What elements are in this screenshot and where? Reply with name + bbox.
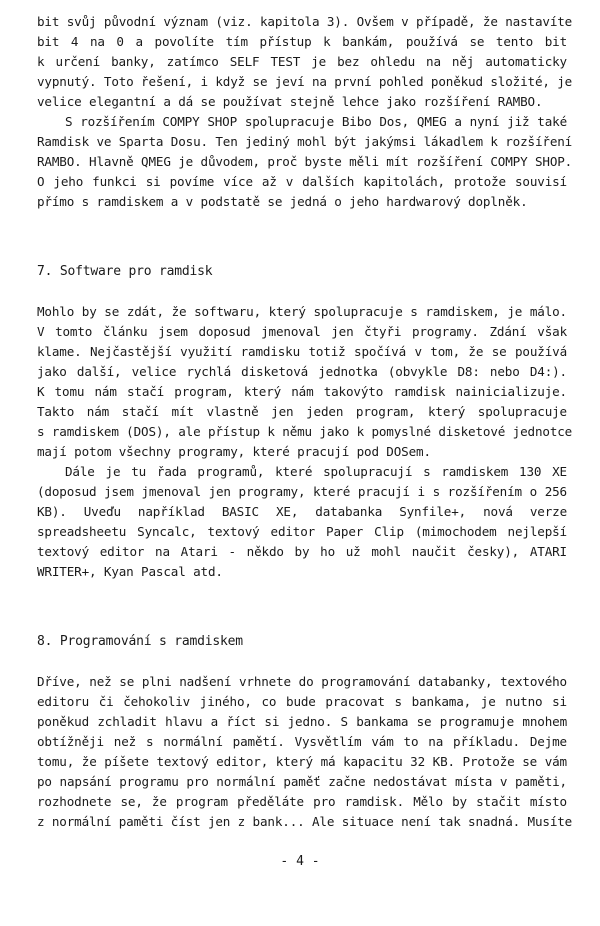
paragraph-line: přímo s ramdiskem a v podstatě se jedná o jeho hardwarový doplněk. (37, 194, 528, 209)
paragraph-line: z normální paměti číst jen z bank... Ale situace není tak snadná. Musíte (37, 814, 573, 829)
paragraph-line: mají potom všechny programy, které pracují pod DOSem. (37, 444, 431, 459)
paragraph-line: tomu, že píšete textový editor, který má kapacitu 32 KB. Protože se vám (37, 754, 567, 769)
paragraph-line: editoru či čehokoliv jiného, co bude pracovat s bankama, je nutno si (37, 694, 567, 709)
paragraph-line: textový editor na Atari - někdo by ho už mohl naučit česky), ATARI (37, 544, 567, 559)
paragraph-line: po napsání programu pro normální paměť začne nedostávat místa v paměti, (37, 774, 567, 789)
paragraph-line: V tomto článku jsem doposud jmenoval jen čtyři programy. Zdání však (37, 324, 567, 339)
paragraph-line: k určení banky, zatímco SELF TEST je bez ohledu na něj automaticky (37, 54, 567, 69)
paragraph-line: bit 4 na 0 a povolíte tím přístup k bankám, používá se tento bit (37, 34, 567, 49)
page-number: - 4 - (280, 854, 320, 869)
section-heading: 7. Software pro ramdisk (37, 264, 213, 279)
paragraph-line: S rozšířením COMPY SHOP spolupracuje Bibo Dos, QMEG a nyní již také (65, 114, 567, 129)
paragraph-line: velice elegantní a dá se používat stejně lehce jako rozšíření RAMBO. (37, 94, 543, 109)
paragraph-line: jako další, velice rychlá disketová jednotka (obvykle D8: nebo D4:). (37, 364, 567, 379)
paragraph-line: (doposud jsem jmenoval jen programy, které pracují i s rozšířením o 256 (37, 484, 567, 499)
paragraph-line: Dále je tu řada programů, které spolupracují s ramdiskem 130 XE (65, 464, 567, 479)
section-heading: 8. Programování s ramdiskem (37, 634, 243, 649)
paragraph-line: WRITER+, Kyan Pascal atd. (37, 564, 223, 579)
paragraph-line: Takto nám stačí mít vlastně jen jeden program, který spolupracuje (37, 404, 567, 419)
paragraph-line: KB). Uveďu například BASIC XE, databanka Synfile+, nová verze (37, 504, 567, 519)
paragraph-line: O jeho funkci si povíme více až v dalších kapitolách, protože souvisí (37, 174, 567, 189)
paragraph-line: K tomu nám stačí program, který nám takovýto ramdisk nainicializuje. (37, 384, 567, 399)
paragraph-line: Dříve, než se plni nadšení vrhnete do programování databanky, textového (37, 674, 567, 689)
paragraph-line: klame. Nejčastější využití ramdisku totiž spočívá v tom, že se používá (37, 344, 567, 359)
paragraph-line: obtížněji než s normální pamětí. Vysvětlím vám to na příkladu. Dejme (37, 734, 567, 749)
paragraph-line: poněkud zchladit hlavu a říct si jedno. S bankama se programuje mnohem (37, 714, 567, 729)
paragraph-line: Ramdisk ve Sparta Dosu. Ten jediný mohl být jakýmsi lákadlem k rozšíření (37, 134, 573, 149)
paragraph-line: Mohlo by se zdát, že softwaru, který spolupracuje s ramdiskem, je málo. (37, 304, 567, 319)
paragraph-line: RAMBO. Hlavně QMEG je důvodem, proč byste měli mít rozšíření COMPY SHOP. (37, 154, 573, 169)
paragraph-line: bit svůj původní význam (viz. kapitola 3). Ovšem v případě, že nastavíte (37, 14, 573, 29)
paragraph-line: vypnutý. Toto řešení, i když se jeví na první pohled poněkud složité, je (37, 74, 573, 89)
paragraph-line: spreadsheetu Syncalc, textový editor Paper Clip (mimochodem nejlepší (37, 524, 567, 539)
paragraph-line: rozhodnete se, že program předěláte pro ramdisk. Mělo by stačit místo (37, 794, 567, 809)
paragraph-line: s ramdiskem (DOS), ale přístup k němu jako k pomyslné disketové jednotce (37, 424, 573, 439)
